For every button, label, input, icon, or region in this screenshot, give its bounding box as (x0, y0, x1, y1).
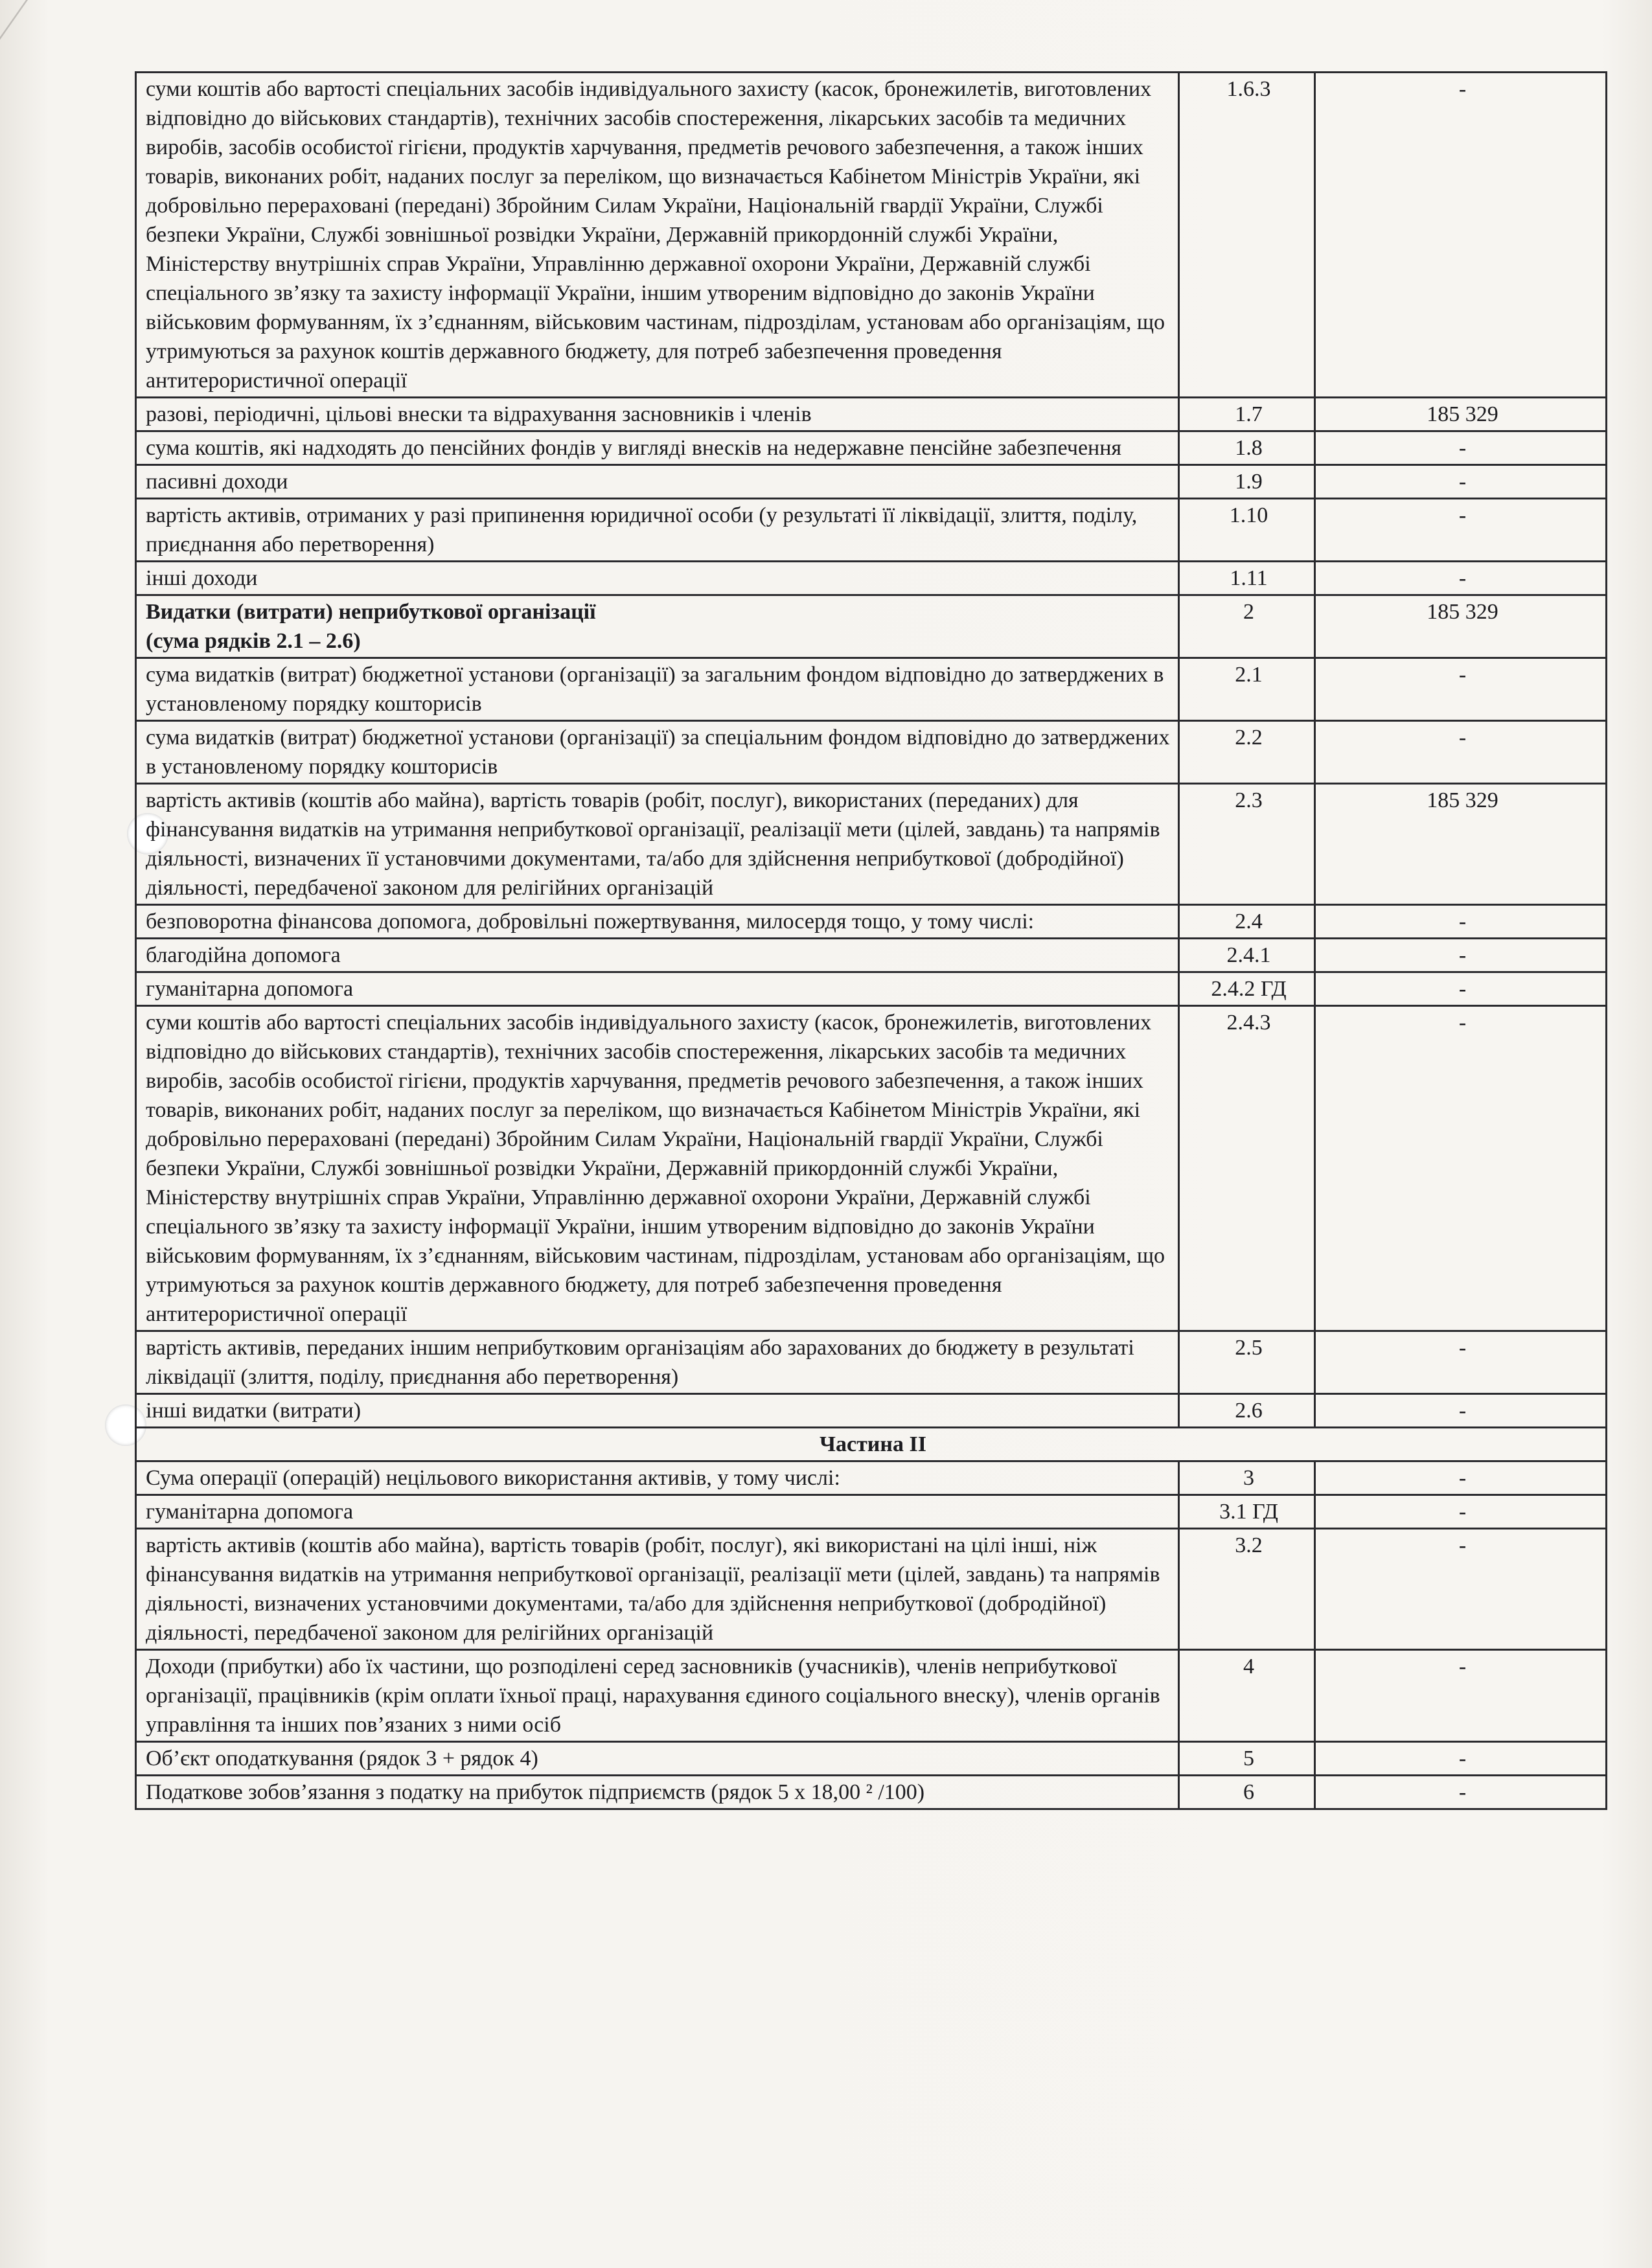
table-row (136, 1776, 1607, 1809)
row-value: - (1315, 1650, 1607, 1742)
row-value: - (1315, 939, 1607, 972)
row-description: вартість активів, отриманих у разі припинення юридичної особи (у результаті її ліквідації, злиття, поділу, приєднання або перетворення) (136, 499, 1179, 562)
table-row (136, 431, 1607, 465)
row-value: - (1315, 972, 1607, 1006)
part-title: Частина II (136, 1428, 1607, 1461)
row-description: суми коштів або вартості спеціальних засобів індивідуального захисту (касок, бронежилетів, виготовлених відповідно до військових стандартів), технічних засобів спостереження, лікарських засобів та медичних виробів, засобів особистої гігієни, продуктів харчування, предметів речового забезпечення, а також інших товарів, виконаних робіт, наданих послуг за переліком, що визначається Кабінетом Міністрів України, які добровільно перераховані (передані) Збройним Силам України, Національній гвардії України, Службі безпеки України, Службі зовнішньої розвідки України, Державній прикордонній службі України, Міністерству внутрішніх справ України, Управлінню державної охорони України, Державній службі спеціального зв’язку та захисту інформації України, іншим утвореним відповідно до законів України військовим формуванням, їх з’єднанням, військовим частинам, підрозділам, установам або організаціям, що утримуються за рахунок коштів державного бюджету, для потреб забезпечення проведення антитерористичної операції (136, 1006, 1179, 1331)
part-2-body (136, 1461, 1607, 1809)
row-code: 1.8 (1179, 431, 1315, 465)
row-value: - (1315, 1394, 1607, 1428)
row-code: 2.4.3 (1179, 1006, 1315, 1331)
row-value: - (1315, 1461, 1607, 1495)
row-value: - (1315, 1331, 1607, 1394)
row-description: вартість активів, переданих іншим неприбутковим організаціям або зарахованих до бюджету в результаті ліквідації (злиття, поділу, приєднання або перетворення) (136, 1331, 1179, 1394)
table-row (136, 499, 1607, 562)
table-row (136, 1650, 1607, 1742)
table-row (136, 562, 1607, 595)
row-code: 3 (1179, 1461, 1315, 1495)
part-1-body (136, 73, 1607, 1428)
row-code: 2 (1179, 595, 1315, 658)
row-value: - (1315, 73, 1607, 398)
table-row (136, 595, 1607, 658)
table-row (136, 658, 1607, 721)
row-value: - (1315, 658, 1607, 721)
row-value: - (1315, 431, 1607, 465)
row-value: 185 329 (1315, 784, 1607, 905)
row-value: - (1315, 465, 1607, 499)
row-code: 2.6 (1179, 1394, 1315, 1428)
row-value: 185 329 (1315, 595, 1607, 658)
declaration-table (135, 71, 1607, 1810)
row-description: безповоротна фінансова допомога, добровільні пожертвування, милосердя тощо, у тому числі: (136, 905, 1179, 939)
part-title-row (136, 1428, 1607, 1461)
table-row (136, 721, 1607, 784)
row-description: Податкове зобов’язання з податку на прибуток підприємств (рядок 5 х 18,00 ² /100) (136, 1776, 1179, 1809)
row-value: - (1315, 721, 1607, 784)
table-row (136, 972, 1607, 1006)
table-row (136, 784, 1607, 905)
row-value: - (1315, 905, 1607, 939)
row-value: 185 329 (1315, 398, 1607, 431)
row-code: 2.4.1 (1179, 939, 1315, 972)
row-code: 3.2 (1179, 1529, 1315, 1650)
row-description: благодійна допомога (136, 939, 1179, 972)
table-row (136, 1394, 1607, 1428)
row-value: - (1315, 1006, 1607, 1331)
table-row (136, 398, 1607, 431)
row-value: - (1315, 1742, 1607, 1776)
table-row (136, 1006, 1607, 1331)
row-code: 3.1 ГД (1179, 1495, 1315, 1529)
row-description: Видатки (витрати) неприбуткової організації (сума рядків 2.1 – 2.6) (136, 595, 1179, 658)
row-description: вартість активів (коштів або майна), вартість товарів (робіт, послуг), які використані на цілі інші, ніж фінансування видатків на утримання неприбуткової організації, реалізації мети (цілей, завдань) та напрямів діяльності, визначених установчими документами, та/або для здійснення неприбуткової (добродійної) діяльності, передбаченої законом для релігійних організацій (136, 1529, 1179, 1650)
row-code: 2.5 (1179, 1331, 1315, 1394)
row-description: інші доходи (136, 562, 1179, 595)
row-code: 2.4 (1179, 905, 1315, 939)
row-code: 4 (1179, 1650, 1315, 1742)
row-code: 5 (1179, 1742, 1315, 1776)
row-code: 2.1 (1179, 658, 1315, 721)
row-description: разові, періодичні, цільові внески та відрахування засновників і членів (136, 398, 1179, 431)
row-description: Доходи (прибутки) або їх частини, що розподілені серед засновників (учасників), членів неприбуткової організації, працівників (крім оплати їхньої праці, нарахування єдиного соціального внеску), членів органів управління та інших пов’язаних з ними осіб (136, 1650, 1179, 1742)
row-description: пасивні доходи (136, 465, 1179, 499)
row-value: - (1315, 1529, 1607, 1650)
row-description: вартість активів (коштів або майна), вартість товарів (робіт, послуг), використаних (переданих) для фінансування видатків на утримання неприбуткової організації, реалізації мети (цілей, завдань) та напрямів діяльності, визначених її установчими документами, та/або для здійснення неприбуткової (добродійної) діяльності, передбаченої законом для релігійних організацій (136, 784, 1179, 905)
table-row (136, 1461, 1607, 1495)
row-value: - (1315, 562, 1607, 595)
row-code: 2.4.2 ГД (1179, 972, 1315, 1006)
row-code: 6 (1179, 1776, 1315, 1809)
table-row (136, 73, 1607, 398)
row-code: 2.3 (1179, 784, 1315, 905)
row-description: Об’єкт оподаткування (рядок 3 + рядок 4) (136, 1742, 1179, 1776)
row-code: 1.10 (1179, 499, 1315, 562)
row-code: 1.7 (1179, 398, 1315, 431)
row-code: 1.11 (1179, 562, 1315, 595)
table-row (136, 905, 1607, 939)
row-code: 1.6.3 (1179, 73, 1315, 398)
row-value: - (1315, 1495, 1607, 1529)
row-description: гуманітарна допомога (136, 972, 1179, 1006)
row-description: інші видатки (витрати) (136, 1394, 1179, 1428)
row-description: сума видатків (витрат) бюджетної установи (організації) за загальним фондом відповідно до затверджених в установленому порядку кошторисів (136, 658, 1179, 721)
row-description: сума коштів, які надходять до пенсійних фондів у вигляді внесків на недержавне пенсійне забезпечення (136, 431, 1179, 465)
table-row (136, 1495, 1607, 1529)
table-row (136, 1331, 1607, 1394)
row-description: суми коштів або вартості спеціальних засобів індивідуального захисту (касок, бронежилетів, виготовлених відповідно до військових стандартів), технічних засобів спостереження, лікарських засобів та медичних виробів, засобів особистої гігієни, продуктів харчування, предметів речового забезпечення, а також інших товарів, виконаних робіт, наданих послуг за переліком, що визначається Кабінетом Міністрів України, які добровільно перераховані (передані) Збройним Силам України, Національній гвардії України, Службі безпеки України, Службі зовнішньої розвідки України, Державній прикордонній службі України, Міністерству внутрішніх справ України, Управлінню державної охорони України, Державній службі спеціального зв’язку та захисту інформації України, іншим утвореним відповідно до законів України військовим формуванням, їх з’єднанням, військовим частинам, підрозділам, установам або організаціям, що утримуються за рахунок коштів державного бюджету, для потреб забезпечення проведення антитерористичної операції (136, 73, 1179, 398)
table-row (136, 1742, 1607, 1776)
table-row (136, 1529, 1607, 1650)
table-row (136, 465, 1607, 499)
row-code: 2.2 (1179, 721, 1315, 784)
row-description: гуманітарна допомога (136, 1495, 1179, 1529)
row-value: - (1315, 499, 1607, 562)
table-row (136, 939, 1607, 972)
row-description: Сума операції (операцій) нецільового використання активів, у тому числі: (136, 1461, 1179, 1495)
row-code: 1.9 (1179, 465, 1315, 499)
part-2-header (136, 1428, 1607, 1461)
row-description: сума видатків (витрат) бюджетної установи (організації) за спеціальним фондом відповідно до затверджених в установленому порядку кошторисів (136, 721, 1179, 784)
row-value: - (1315, 1776, 1607, 1809)
